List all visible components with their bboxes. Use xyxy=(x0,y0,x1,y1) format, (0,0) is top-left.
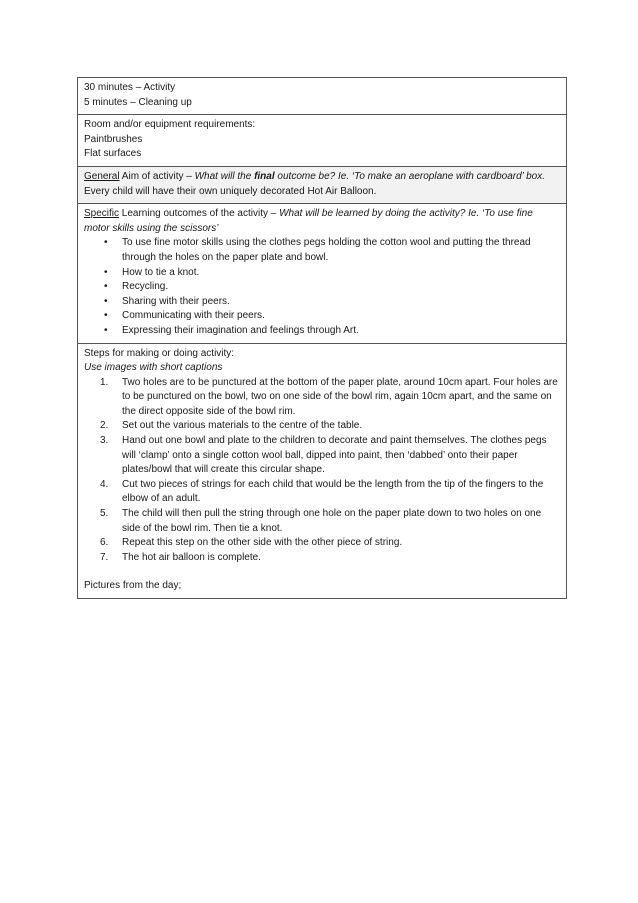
outcomes-prompt xyxy=(84,207,560,236)
requirements-heading: Room and/or equipment requirements: xyxy=(84,119,256,131)
step-text: The child will then pull the string through one hole on the paper plate down to two holes on one side of the bowl rim. Then tie a knot. xyxy=(122,508,542,534)
bullet-icon: • xyxy=(104,324,108,336)
step-text: Repeat this step on the other side with the other piece of string. xyxy=(122,537,403,549)
step-number: 3. xyxy=(100,435,109,447)
bullet-icon: • xyxy=(104,266,108,278)
requirement-item: Paintbrushes xyxy=(84,133,143,145)
outcomes-row xyxy=(78,204,567,343)
list-item xyxy=(84,236,560,265)
list-item xyxy=(84,536,560,551)
steps-heading: Steps for making or doing activity: xyxy=(84,347,235,359)
step-text: Two holes are to be punctured at the bottom of the paper plate, around 10cm apart. Four holes are to be punctured on the bowl, two on one side of the bowl rim, again 10cm apart, and the same on the direct opposite side of the bowl rim. xyxy=(122,376,558,417)
step-number: 7. xyxy=(100,551,109,563)
aim-prompt xyxy=(84,170,560,185)
outcomes-question: What will be learned by doing the activity? Ie. ‘To use fine motor skills using the scissors’ xyxy=(84,208,533,234)
aim-cell xyxy=(78,166,567,203)
outcomes-cell xyxy=(78,204,567,343)
aim-question-start: What will the xyxy=(194,170,255,182)
list-item xyxy=(84,324,560,339)
bullet-icon: • xyxy=(104,310,108,322)
steps-cell xyxy=(78,343,567,599)
steps-row xyxy=(78,343,567,599)
aim-text: Aim of activity – xyxy=(119,170,195,182)
step-number: 2. xyxy=(100,420,109,432)
step-number: 1. xyxy=(100,376,109,388)
pictures-label: Pictures from the day; xyxy=(84,580,182,592)
requirement-item: Flat surfaces xyxy=(84,148,142,160)
outcome-text: Sharing with their peers. xyxy=(122,295,230,307)
step-number: 5. xyxy=(100,508,109,520)
requirements-row xyxy=(78,115,567,167)
outcome-text: Recycling. xyxy=(122,281,169,293)
outcome-text: How to tie a knot. xyxy=(122,266,200,278)
activity-plan-table xyxy=(77,77,567,599)
list-item xyxy=(84,419,560,434)
list-item xyxy=(84,295,560,310)
bullet-icon: • xyxy=(104,281,108,293)
list-item xyxy=(84,280,560,295)
steps-subheading: Use images with short captions xyxy=(84,362,223,374)
list-item xyxy=(84,507,560,536)
step-number: 4. xyxy=(100,478,109,490)
list-item xyxy=(84,376,560,420)
aim-row xyxy=(78,166,567,203)
list-item xyxy=(84,309,560,324)
step-number: 6. xyxy=(100,537,109,549)
step-text: The hot air balloon is complete. xyxy=(122,551,261,563)
bullet-icon: • xyxy=(104,295,108,307)
list-item xyxy=(84,478,560,507)
aim-label: General xyxy=(84,170,120,182)
outcome-text: Communicating with their peers. xyxy=(122,310,265,322)
requirements-cell xyxy=(78,115,567,167)
steps-list xyxy=(84,376,560,566)
duration-cell xyxy=(78,78,567,115)
step-text: Set out the various materials to the centre of the table. xyxy=(122,420,363,432)
bullet-icon: • xyxy=(104,237,108,249)
spacer xyxy=(84,565,560,579)
outcome-text: To use fine motor skills using the clothes pegs holding the cotton wool and putting the thread through the holes on the paper plate and bowl. xyxy=(122,237,531,263)
outcome-text: Expressing their imagination and feelings through Art. xyxy=(122,324,359,336)
duration-activity: 30 minutes – Activity xyxy=(84,82,176,93)
outcomes-label: Specific xyxy=(84,208,120,220)
duration-cleanup: 5 minutes – Cleaning up xyxy=(84,96,192,108)
outcomes-text: Learning outcomes of the activity – xyxy=(119,208,280,220)
list-item xyxy=(84,434,560,478)
aim-question-bold: final xyxy=(254,170,275,182)
list-item xyxy=(84,551,560,566)
duration-row xyxy=(78,78,567,115)
step-text: Cut two pieces of strings for each child that would be the length from the tip of the fingers to the elbow of an adult. xyxy=(122,478,544,505)
outcomes-list xyxy=(84,236,560,338)
aim-question-end: outcome be? Ie. ‘To make an aeroplane with cardboard’ box. xyxy=(274,170,545,182)
list-item xyxy=(84,266,560,281)
step-text: Hand out one bowl and plate to the children to decorate and paint themselves. The clothes pegs will ‘clamp’ onto a single cotton wool ball, dipped into paint, then ‘dabbed’ onto their paper plates/bowl that will create this circular shape. xyxy=(122,435,547,476)
aim-answer: Every child will have their own uniquely decorated Hot Air Balloon. xyxy=(84,185,377,197)
